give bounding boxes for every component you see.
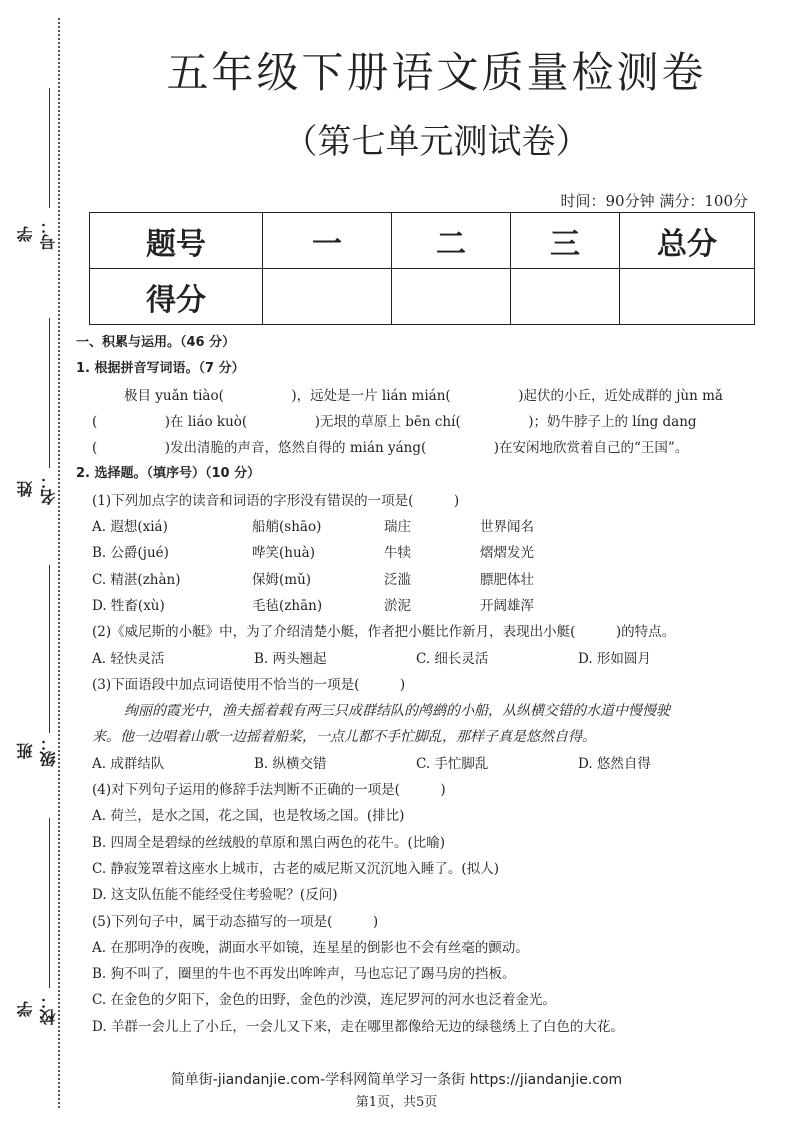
question-2-2-options [76,646,756,672]
school-line[interactable] [49,818,50,988]
option-d[interactable]: D. 羊群一会儿上了小丘，一会儿又下来，走在哪里都像给无边的绿毯绣上了白色的大花。 [92,1018,624,1035]
option-c[interactable]: C. 在金色的夕阳下，金色的田野，金色的沙漠，连尼罗河的河水也泛着金光。 [92,992,556,1009]
passage-line: 来。他一边唱着山歌一边摇着船桨，一点儿都不手忙脚乱，那样子真是悠然自得。 [92,729,596,746]
option-d[interactable]: D. 这支队伍能不能经受住考验呢？(反问) [92,887,338,904]
option-cell: 牛犊 [384,545,411,562]
option-cell[interactable]: D. 牲畜(xù) [92,597,165,614]
option-b[interactable]: B. 纵横交错 [254,755,327,772]
footer-watermark: 简单街-jiandanjie.com-学科网简单学习一条街 https://jiandanjie.com [170,1072,623,1088]
option-cell: 船艄(shāo) [252,519,322,536]
option-cell[interactable]: A. 遐想(xiá) [92,519,168,536]
option-a[interactable]: A. 成群结队 [92,755,165,772]
option-c[interactable]: C. 细长灵活 [416,650,489,667]
school-label: 学校： [16,993,58,1025]
score-row-label: 得分 [90,269,263,325]
question-2-5-stem: (5)下列句子中，属于动态描写的一项是( ) [92,913,379,930]
question-1-line: ( )发出清脆的声音，悠然自得的 mián yáng( )在安闲地欣赏着自己的“王国”。 [92,440,689,457]
time-info: 时间：90分钟 满分：100分 [560,192,748,210]
binding-dotted-line [58,18,60,1108]
option-b[interactable]: B. 两头翘起 [254,650,327,667]
question-2-1-row [76,514,756,540]
option-a[interactable]: A. 荷兰，是水之国，花之国，也是牧场之国。(排比) [92,808,405,825]
option-cell: 泛滥 [384,571,411,588]
page-number: 第1页，共5页 [355,1095,438,1110]
option-cell: 保姆(mǔ) [252,571,312,588]
student-no-label: 学号： [16,218,58,250]
option-cell: 熠熠发光 [480,545,534,562]
option-cell: 淤泥 [384,597,411,614]
question-2-1-row [76,567,756,593]
option-c[interactable]: C. 静寂笼罩着这座水上城市，古老的威尼斯又沉沉地入睡了。(拟人) [92,860,499,877]
question-1-line: ( )在 liáo kuò( )无垠的草原上 bēn chí( )；奶牛脖子上的 líng dang [92,413,697,430]
score-input-cell[interactable] [392,269,511,325]
option-cell: 毛毡(zhān) [252,597,323,614]
score-header-cell: 二 [392,213,511,269]
option-a[interactable]: A. 轻快灵活 [92,650,165,667]
score-input-cell[interactable] [620,269,755,325]
option-a[interactable]: A. 在那明净的夜晚，湖面水平如镜，连星星的倒影也不会有丝毫的颤动。 [92,939,529,956]
option-b[interactable]: B. 四周全是碧绿的丝绒般的草原和黑白两色的花牛。(比喻) [92,834,446,851]
option-cell[interactable]: C. 精湛(zhàn) [92,571,181,588]
score-input-cell[interactable] [511,269,620,325]
option-cell: 世界闻名 [480,519,534,536]
score-table-score-row [90,269,755,325]
question-2-heading: 2. 选择题。（填序号）（10 分） [76,466,261,482]
question-2-2-stem: (2)《威尼斯的小艇》中，为了介绍清楚小艇，作者把小艇比作新月，表现出小艇( )的特点。 [92,624,676,641]
option-cell: 开阔雄浑 [480,597,534,614]
score-input-cell[interactable] [263,269,392,325]
option-cell: 哗笑(huà) [252,545,315,562]
section-heading: 一、积累与运用。（46 分） [76,335,236,350]
page-title: 五年级下册语文质量检测卷 [166,48,707,97]
student-no-line[interactable] [49,88,50,208]
question-1-line: 极目 yuǎn tiào( )，远处是一片 lián mián( )起伏的小丘，近处成群的 jùn mǎ [124,387,723,404]
question-2-1-stem: (1)下列加点字的读音和词语的字形没有错误的一项是( ) [92,492,460,509]
option-cell: 瑞庄 [384,519,411,536]
option-c[interactable]: C. 手忙脚乱 [416,755,489,772]
name-label: 姓名： [16,473,58,505]
option-b[interactable]: B. 狗不叫了，圈里的牛也不再发出哞哞声，马也忘记了踢马房的挡板。 [92,966,516,983]
option-cell[interactable]: B. 公爵(jué) [92,545,169,562]
score-table-header-row [90,213,755,269]
score-header-cell: 三 [511,213,620,269]
option-d[interactable]: D. 悠然自得 [578,755,651,772]
question-2-4-stem: (4)对下列句子运用的修辞手法判断不正确的一项是( ) [92,782,446,799]
question-2-1-row [76,593,756,619]
passage-line: 绚丽的霞光中，渔夫摇着载有两三只成群结队的鸬鹚的小船，从纵横交错的水道中慢慢驶 [124,703,670,720]
option-d[interactable]: D. 形如圆月 [578,650,651,667]
exam-content [76,330,756,1040]
score-header-cell: 题号 [90,213,263,269]
option-cell: 膘肥体壮 [480,571,534,588]
page-subtitle: （第七单元测试卷） [283,122,590,162]
question-1-heading: 1. 根据拼音写词语。（7 分） [76,361,245,377]
question-2-3-options [76,751,756,777]
class-label: 班级： [16,735,58,767]
question-2-3-stem: (3)下面语段中加点词语使用不恰当的一项是( ) [92,676,406,693]
question-2-1-row [76,540,756,566]
name-line[interactable] [49,318,50,468]
score-table [89,212,755,325]
class-line[interactable] [49,565,50,733]
score-header-cell: 总分 [620,213,755,269]
score-header-cell: 一 [263,213,392,269]
